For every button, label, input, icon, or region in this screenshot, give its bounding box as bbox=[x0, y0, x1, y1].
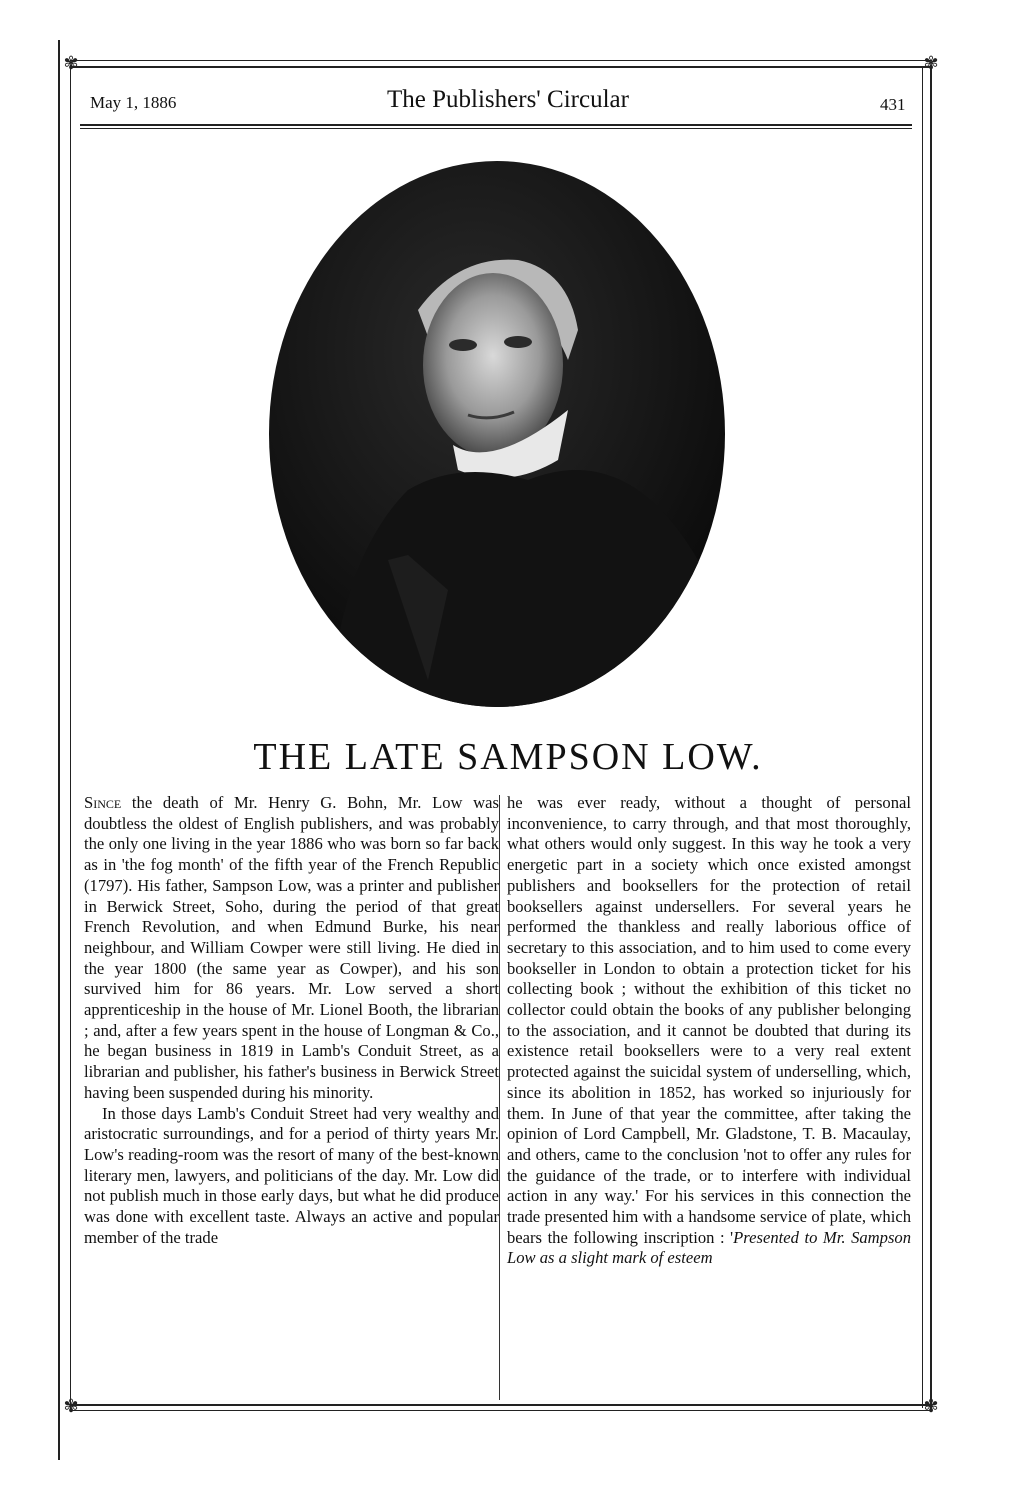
header-rule-2 bbox=[80, 128, 912, 129]
inscription-text: Presented to Mr. Sampson Low as a slight mark of esteem bbox=[507, 1227, 911, 1268]
article-column-left bbox=[84, 793, 499, 1248]
drop-word: Since bbox=[84, 793, 122, 812]
corner-ornament-top-right-icon: ✾ bbox=[923, 53, 939, 74]
paragraph-1 bbox=[84, 793, 499, 1104]
frame-bottom-rule-2 bbox=[70, 1410, 932, 1411]
corner-ornament-top-left-icon: ✾ bbox=[63, 53, 79, 74]
article-column-right bbox=[507, 793, 911, 1269]
page-number: 431 bbox=[880, 95, 906, 114]
frame-bottom-rule bbox=[70, 1404, 932, 1406]
page-date: May 1, 1886 bbox=[90, 93, 177, 112]
portrait-image bbox=[268, 160, 726, 708]
article-heading: THE LATE SAMPSON LOW. bbox=[253, 736, 763, 778]
paragraph-1-text: the death of Mr. Henry G. Bohn, Mr. Low was doubtless the oldest of English publishers, and was probably the only one living in the year 1886 who was born so far back as in 'the fog month' of the fifth year of the French Republic (1797). His father, Sampson Low, was a printer and publisher in Berwick Street, Soho, during the period of that great French Revolution, and when Edmund Burke, his near neighbour, and William Cowper were still living. He died in the year 1800 (the same year as Cowper), and his son survived him for 86 years. Mr. Low served a short apprenticeship in the house of Mr. Lionel Booth, the librarian ; and, after a few years spent in the house of Longman & Co., he began business in 1819 in Lamb's Conduit Street, as a librarian and publisher, his father's business in Berwick Street having been suspended during his minority. bbox=[84, 793, 499, 1102]
paragraph-3-text: he was ever ready, without a thought of personal inconvenience, to carry through, and that most thoroughly, what others would only suggest. In this way he took a very energetic part in a society which once existed amongst publishers and booksellers for the protection of retail booksellers against undersellers. For several years he performed the thankless and really laborious office of secretary to this association, and to him used to come every bookseller in London to obtain a protection ticket for his collecting book ; without the exhibition of this ticket no collector could obtain the books of any publisher belonging to the association, and it cannot be doubted that during its existence retail booksellers were to a very real extent protected against the suicidal system of underselling, which, since its abolition in 1852, has worked so injuriously for them. In June of that year the committee, after taking the opinion of Lord Campbell, Mr. Gladstone, T. B. Macaulay, and others, came to the conclusion 'not to offer any rules for the guidance of the trade, or to interfere with individual action in any way.' For his services in this connection the trade presented him with a handsome service of plate, which bears the following inscription : ' bbox=[507, 793, 911, 1247]
page-title: The Publishers' Circular bbox=[387, 86, 629, 113]
paragraph-3 bbox=[507, 793, 911, 1269]
header-rule bbox=[80, 124, 912, 126]
corner-ornament-bottom-left-icon: ✾ bbox=[63, 1396, 79, 1417]
frame-top-rule-2 bbox=[70, 66, 932, 68]
paragraph-2: In those days Lamb's Conduit Street had very wealthy and aristocratic surroundings, and for a period of thirty years Mr. Low's reading-room was the resort of many of the best-known literary men, lawyers, and politicians of the day. Mr. Low did not publish much in those early days, but what he did produce was done with excellent taste. Always an active and popular member of the trade bbox=[84, 1103, 499, 1247]
corner-ornament-bottom-right-icon: ✾ bbox=[923, 1396, 939, 1417]
column-divider bbox=[499, 795, 500, 1400]
frame-top-rule bbox=[70, 60, 932, 61]
